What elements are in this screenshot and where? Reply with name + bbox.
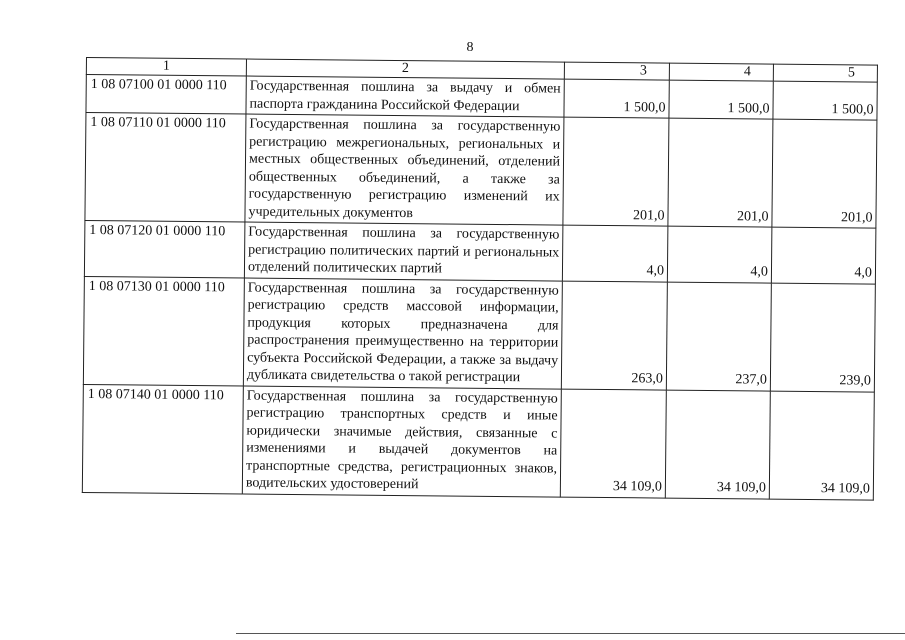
- row-value-col4: 1 500,0: [669, 80, 773, 119]
- row-value-col5: 239,0: [770, 283, 875, 392]
- row-value-col3: 1 500,0: [564, 79, 669, 118]
- row-description: Государственная пошлина за выдачу и обмен паспорта гражданина Российской Федерации: [246, 76, 564, 117]
- row-code: 1 08 07100 01 0000 110: [86, 75, 246, 115]
- header-col-4: 4: [669, 63, 773, 81]
- row-value-col5: 1 500,0: [773, 81, 877, 120]
- header-col-5: 5: [773, 64, 877, 82]
- row-value-col4: 237,0: [666, 282, 771, 391]
- row-value-col3: 263,0: [561, 281, 667, 390]
- page-number: 8: [466, 40, 474, 55]
- row-description: Государственная пошлина за государственную регистрацию транспортных средств и иные юридически значимые действия, связанные с изменениями и выдачей документов на транспортные средства, регистрационных знаков, водительских удостоверений: [242, 386, 561, 497]
- row-code: 1 08 07110 01 0000 110: [85, 113, 246, 223]
- row-description: Государственная пошлина за государственную регистрацию средств массовой информации, продукция которых предназначена для распространения преимущественно на территории субъекта Российской Федерации, а также за выдачу дубликата свидетельства о такой регистрации: [243, 278, 562, 389]
- header-col-3: 3: [564, 62, 669, 80]
- table-row: [85, 113, 877, 229]
- bottom-rule: [236, 633, 905, 634]
- budget-revenue-table: [82, 57, 878, 500]
- row-value-col3: 34 109,0: [560, 389, 666, 498]
- header-col-1: 1: [86, 58, 246, 77]
- row-description: Государственная пошлина за государственную регистрацию межрегиональных, региональных и местных общественных объединений, отделений общественных объединений, а также за государственную регистрацию изменений их учредительных документов: [245, 114, 564, 225]
- table-row: [82, 384, 874, 500]
- row-value-col3: 4,0: [562, 225, 668, 282]
- header-col-2: 2: [246, 59, 564, 79]
- row-value-col5: 4,0: [771, 227, 876, 283]
- row-value-col5: 34 109,0: [769, 391, 874, 500]
- row-value-col3: 201,0: [563, 117, 669, 226]
- row-value-col4: 34 109,0: [665, 390, 770, 499]
- row-code: 1 08 07120 01 0000 110: [84, 220, 245, 277]
- row-description: Государственная пошлина за государственную регистрацию политических партий и региональных отделений политических партий: [244, 222, 563, 281]
- row-value-col4: 4,0: [667, 226, 772, 282]
- row-code: 1 08 07130 01 0000 110: [83, 276, 244, 386]
- row-value-col4: 201,0: [668, 118, 773, 227]
- row-code: 1 08 07140 01 0000 110: [82, 384, 243, 494]
- table-row: [83, 276, 875, 392]
- table-row: [84, 220, 875, 283]
- row-value-col5: 201,0: [772, 119, 877, 228]
